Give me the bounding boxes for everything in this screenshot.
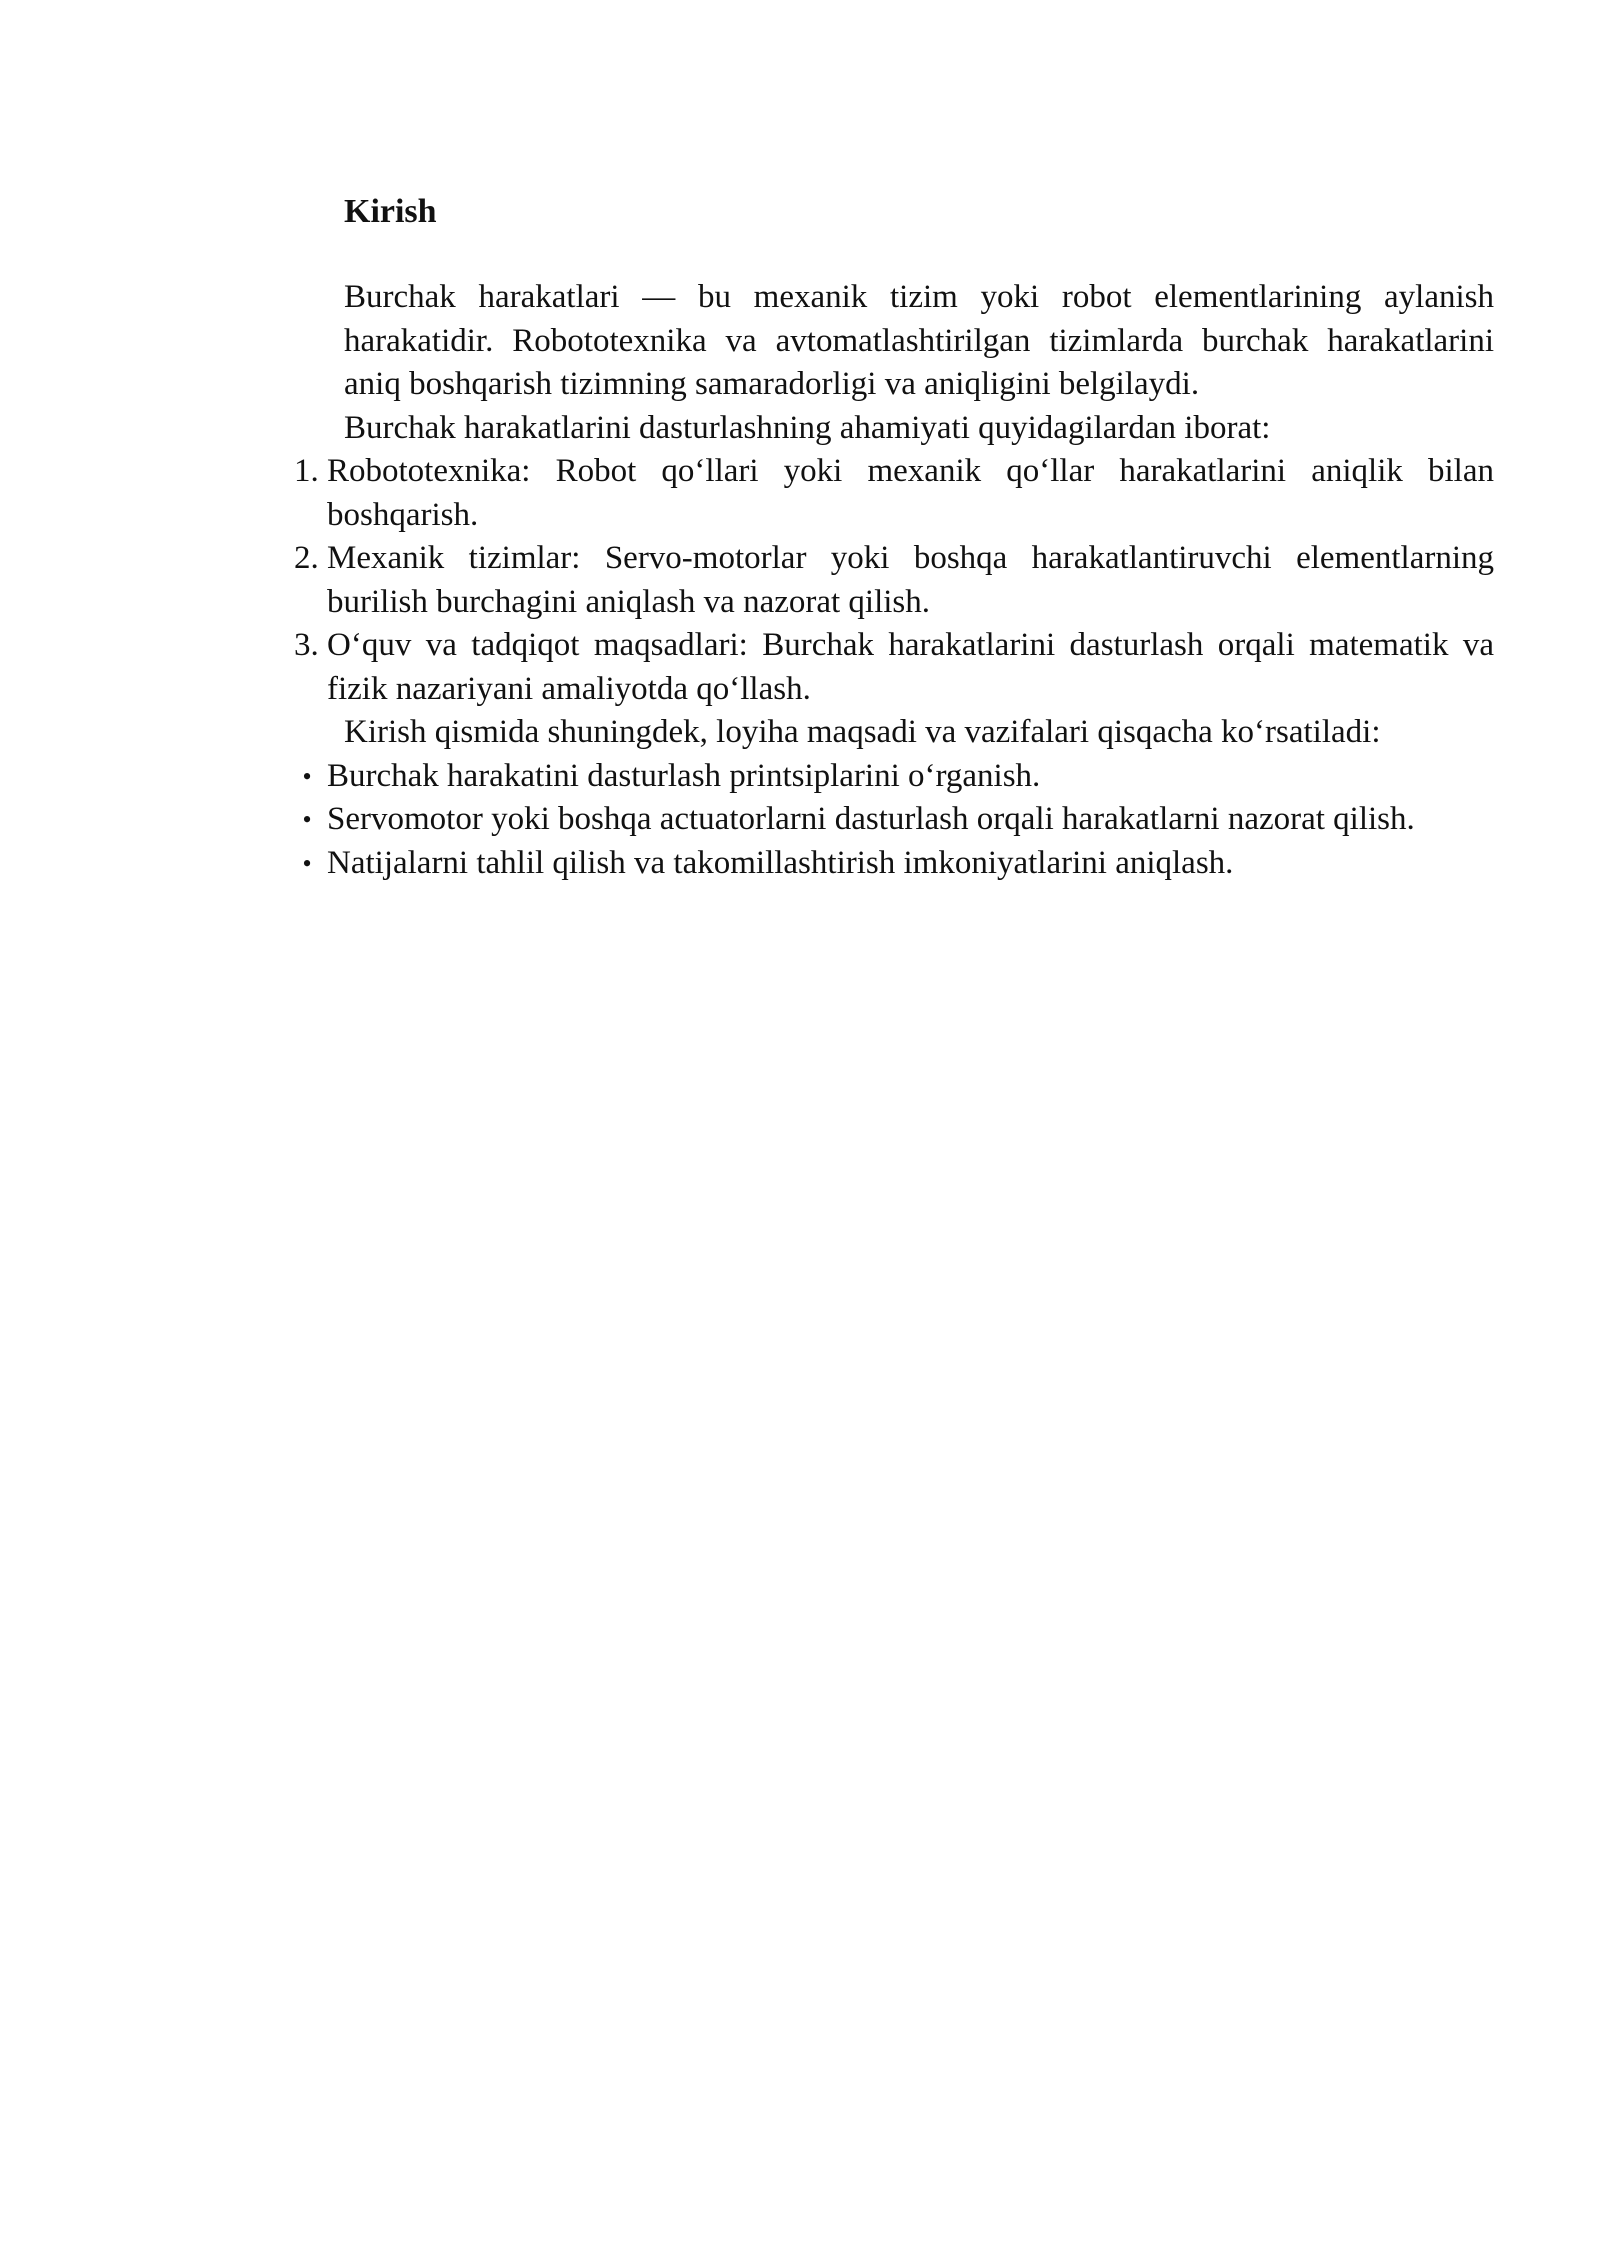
numbered-list-item <box>294 450 1494 537</box>
list-item-text: Mexanik tizimlar: Servo-motorlar yoki boshqa harakatlantiruvchi elementlarning burilish burchagini aniqlash va nazorat qilish. <box>327 540 1494 620</box>
list-number: 1. <box>294 453 319 489</box>
section-heading: Kirish <box>344 193 437 230</box>
numbered-list-item <box>294 624 1494 711</box>
bullet-list <box>302 755 1494 886</box>
bullet-list-item <box>302 842 1494 886</box>
document-body <box>294 190 1494 885</box>
bullet-list-item <box>302 755 1494 799</box>
intro-paragraph: Burchak harakatlari — bu mexanik tizim yoki robot elementlarining aylanish harakatidir. Robototexnika va avtomatlashtirilgan tizimlarda burchak harakatlarini aniq boshqarish tizimning samaradorligi va aniqligini belgilaydi. <box>344 279 1494 402</box>
bullet-icon: • <box>302 848 312 878</box>
list-number: 2. <box>294 540 319 576</box>
list-item-text: Natijalarni tahlil qilish va takomillashtirish imkoniyatlarini aniqlash. <box>327 844 1234 881</box>
bullet-icon: • <box>302 761 312 791</box>
list-item-text: Robototexnika: Robot qo‘llari yoki mexanik qo‘llar harakatlarini aniqlik bilan boshqarish. <box>327 453 1494 533</box>
numbered-list-item <box>294 537 1494 624</box>
list-item-text: Servomotor yoki boshqa actuatorlarni dasturlash orqali harakatlarni nazorat qilish. <box>327 801 1415 837</box>
goals-lead-paragraph: Kirish qismida shuningdek, loyiha maqsadi va vazifalari qisqacha ko‘rsatiladi: <box>344 714 1381 750</box>
list-item-text: O‘quv va tadqiqot maqsadlari: Burchak harakatlarini dasturlash orqali matematik va fizik nazariyani amaliyotda qo‘llash. <box>327 627 1494 707</box>
importance-lead-paragraph: Burchak harakatlarini dasturlashning ahamiyati quyidagilardan iborat: <box>344 409 1271 446</box>
bullet-icon: • <box>302 805 312 834</box>
numbered-list <box>294 450 1494 711</box>
list-number: 3. <box>294 627 319 663</box>
list-item-text: Burchak harakatini dasturlash printsiplarini o‘rganish. <box>327 757 1041 794</box>
bullet-list-item <box>302 798 1494 842</box>
